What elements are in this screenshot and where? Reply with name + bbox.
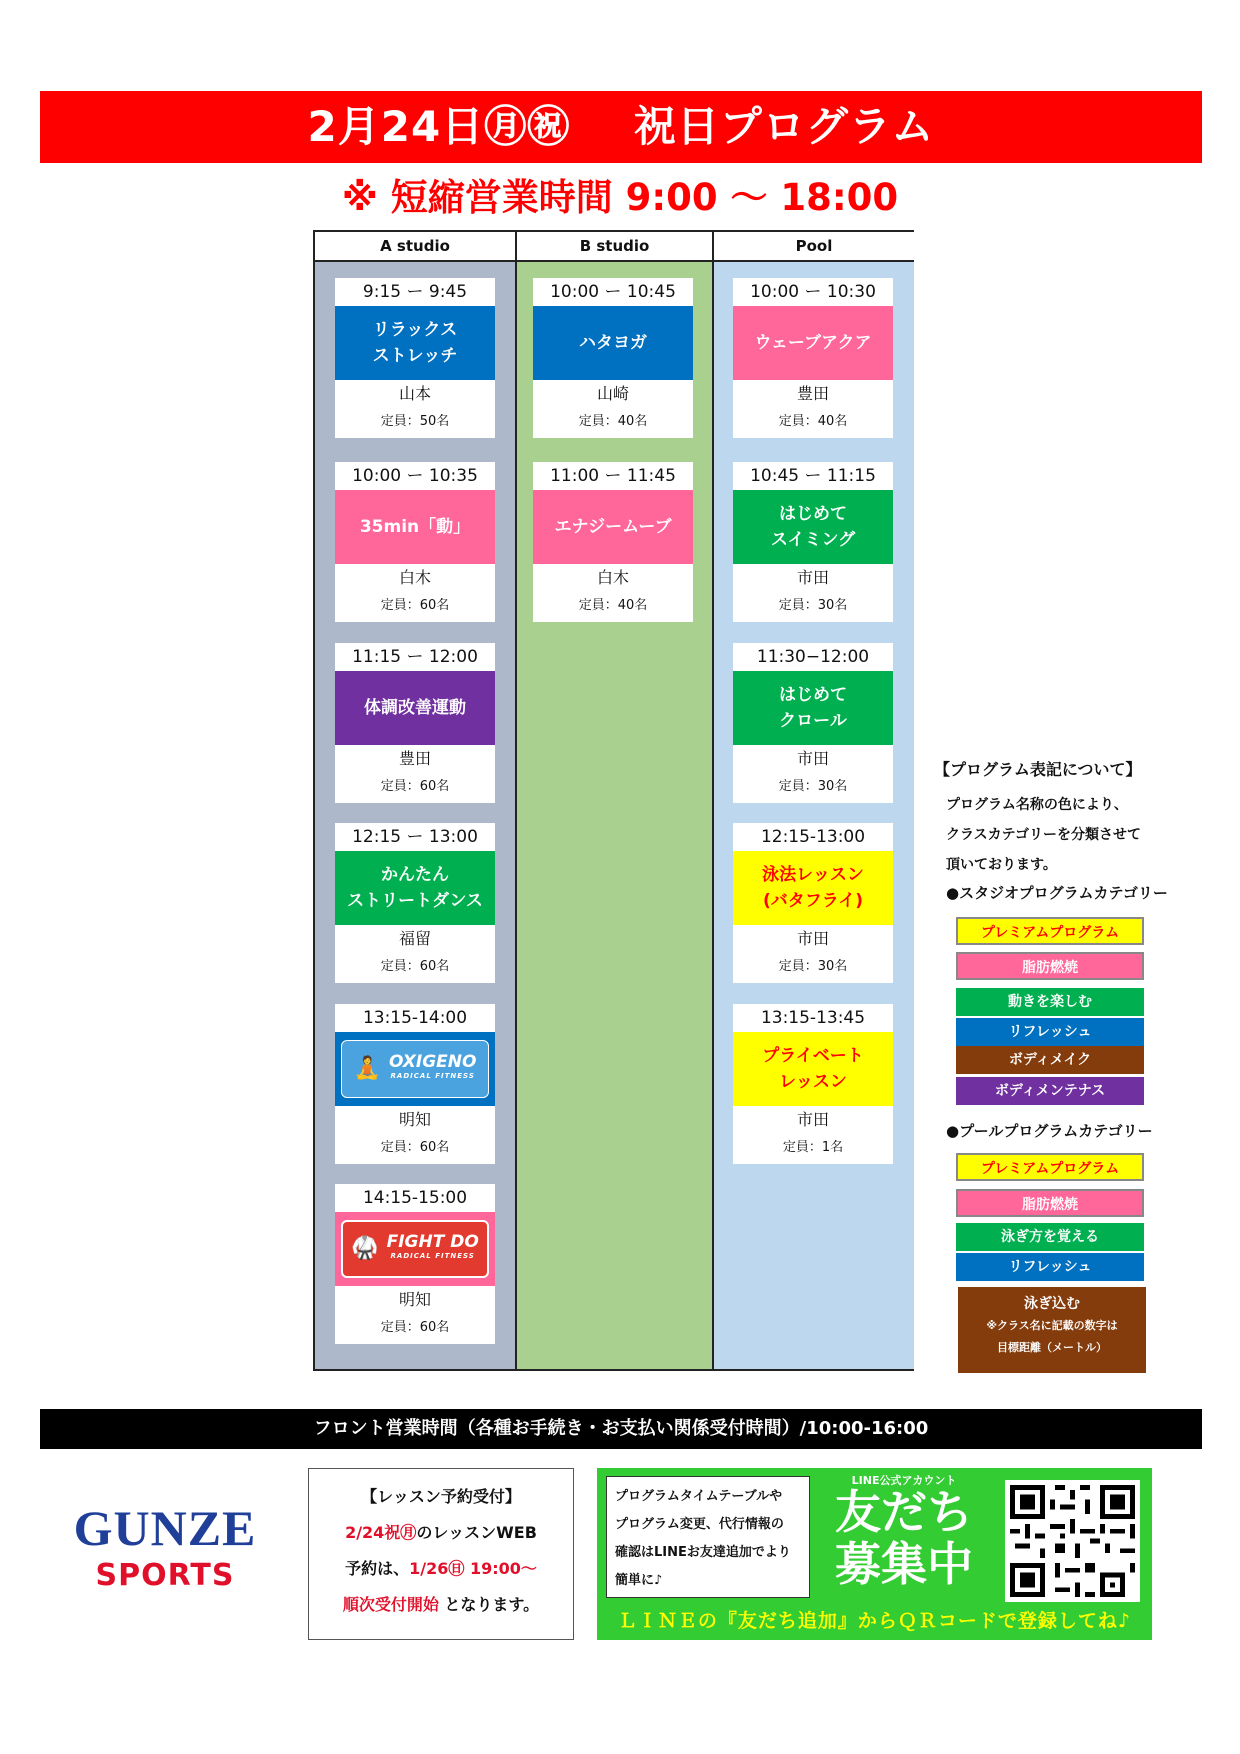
legend-item: リフレッシュ	[956, 1018, 1144, 1046]
class-time: 10:00 ー 10:45	[550, 282, 676, 302]
line-promo-text: プログラムタイムテーブルや プログラム変更、代行情報の 確認はLINEお友達追加でより 簡単に♪	[606, 1476, 810, 1598]
class-card-a	[335, 1004, 495, 1164]
column-header-pool: Pool	[714, 232, 914, 262]
front-desk-hours: フロント営業時間（各種お手続き・お支払い関係受付時間）/10:00-16:00	[40, 1409, 1202, 1449]
legend-item: 動きを楽しむ	[956, 988, 1144, 1016]
column-header-a: A studio	[315, 232, 515, 262]
class-program: かんたん ストリートダンス	[335, 851, 495, 925]
class-instructor: 明知	[398, 1290, 431, 1309]
class-program: プライベート レッスン	[733, 1032, 893, 1106]
class-time: 13:15-14:00	[362, 1008, 468, 1028]
class-instructor: 市田	[796, 568, 829, 587]
program-logo	[341, 1040, 489, 1098]
class-capacity: 定員：60名	[380, 959, 450, 974]
class-card-b	[533, 278, 693, 438]
program-logo-sub: RADICAL FITNESS	[390, 1252, 475, 1260]
hours-notice: ※ 短縮営業時間 9:00 〜 18:00	[341, 176, 899, 219]
class-card-pool	[733, 643, 893, 803]
column-header-b: B studio	[515, 232, 714, 262]
class-capacity: 定員：30名	[778, 598, 848, 613]
class-time: 11:15 ー 12:00	[352, 647, 478, 667]
class-program: リラックス ストレッチ	[335, 306, 495, 380]
legend-description: プログラム名称の色により、 クラスカテゴリーを分類させて 頂いております。	[946, 797, 1142, 873]
class-capacity: 定員：40名	[578, 598, 648, 613]
legend-item: プレミアムプログラム	[956, 1153, 1144, 1181]
program-logo-main: OXIGENO	[388, 1052, 477, 1072]
class-instructor: 市田	[796, 1110, 829, 1129]
program-logo-sub: RADICAL FITNESS	[390, 1072, 475, 1080]
class-program: エナジームーブ	[533, 490, 693, 564]
legend-item: 脂肪燃焼	[956, 952, 1144, 980]
class-card-a	[335, 643, 495, 803]
class-card-b	[533, 462, 693, 622]
class-time: 10:00 ー 10:30	[750, 282, 876, 302]
class-program-logo	[335, 1032, 495, 1106]
class-card-pool	[733, 278, 893, 438]
logo-sub: SPORTS	[95, 1558, 235, 1593]
class-card-pool	[733, 462, 893, 622]
title-banner	[40, 91, 1202, 163]
class-time: 10:00 ー 10:35	[352, 466, 478, 486]
legend-pool-heading: ●プールプログラムカテゴリー	[946, 1122, 1153, 1140]
line-bottom-text: ＬＩＮＥの『友だち追加』からＱＲコードで登録してね♪	[617, 1610, 1132, 1632]
class-capacity: 定員：50名	[380, 414, 450, 429]
legend-item: リフレッシュ	[956, 1253, 1144, 1281]
class-capacity: 定員：30名	[778, 779, 848, 794]
reservation-line4: となります。	[438, 1595, 540, 1614]
legend-swim-label: 泳ぎ込む	[1024, 1296, 1080, 1312]
class-program: ウェーブアクア	[733, 306, 893, 380]
class-capacity: 定員：60名	[380, 1140, 450, 1155]
class-card-a	[335, 1184, 495, 1344]
timetable	[313, 230, 914, 1371]
class-card-pool	[733, 823, 893, 983]
legend-swim-item	[958, 1287, 1146, 1373]
class-program: ハタヨガ	[533, 306, 693, 380]
line-account-label: LINE公式アカウント	[851, 1474, 957, 1487]
class-instructor: 市田	[796, 929, 829, 948]
class-capacity: 定員：60名	[380, 1320, 450, 1335]
class-instructor: 市田	[796, 749, 829, 768]
qr-code-icon[interactable]	[1005, 1480, 1140, 1602]
class-instructor: 福留	[398, 929, 431, 948]
class-instructor: 明知	[398, 1110, 431, 1129]
legend-item: ボディメイク	[956, 1046, 1144, 1074]
class-card-pool	[733, 1004, 893, 1164]
logo-main: GUNZE	[73, 1500, 257, 1556]
class-instructor: 山崎	[596, 384, 629, 403]
class-time: 12:15 ー 13:00	[352, 827, 478, 847]
class-capacity: 定員：60名	[380, 779, 450, 794]
class-program: 35min「動」	[335, 490, 495, 564]
class-program-logo	[335, 1212, 495, 1286]
legend-item: プレミアムプログラム	[956, 917, 1144, 945]
class-program: 体調改善運動	[335, 671, 495, 745]
class-instructor: 白木	[596, 568, 629, 587]
class-time: 12:15-13:00	[760, 827, 866, 847]
line-headline: 友だち 募集中	[835, 1485, 973, 1591]
class-program: はじめて スイミング	[733, 490, 893, 564]
program-logo	[341, 1220, 489, 1278]
legend-item: ボディメンテナス	[956, 1077, 1144, 1105]
class-capacity: 定員：30名	[778, 959, 848, 974]
class-instructor: 白木	[398, 568, 431, 587]
class-program: 泳法レッスン (バタフライ)	[733, 851, 893, 925]
reservation-date: 2/24祝㊊	[345, 1523, 417, 1542]
class-program: はじめて クロール	[733, 671, 893, 745]
legend-item: 脂肪燃焼	[956, 1189, 1144, 1217]
class-capacity: 定員：40名	[578, 414, 648, 429]
class-capacity: 定員：1名	[782, 1140, 844, 1155]
kick-figure-icon: 🥋	[351, 1236, 379, 1261]
title-text: 祝日プログラム	[633, 102, 935, 151]
legend-item: 泳ぎ方を覚える	[956, 1223, 1144, 1251]
class-time: 11:30−12:00	[756, 647, 870, 667]
class-capacity: 定員：60名	[380, 598, 450, 613]
class-time: 14:15-15:00	[362, 1188, 468, 1208]
reservation-title: 【レッスン予約受付】	[361, 1487, 521, 1506]
reservation-box	[308, 1468, 574, 1640]
class-time: 13:15-13:45	[760, 1008, 866, 1028]
class-instructor: 山本	[398, 384, 431, 403]
class-capacity: 定員：40名	[778, 414, 848, 429]
class-instructor: 豊田	[796, 384, 829, 403]
class-card-a	[335, 823, 495, 983]
class-instructor: 豊田	[398, 749, 431, 768]
legend-swim-note: ※クラス名に記載の数字は	[986, 1319, 1118, 1332]
class-time: 9:15 ー 9:45	[362, 282, 468, 302]
legend-title: 【プログラム表記について】	[934, 760, 1142, 779]
class-time: 10:45 ー 11:15	[750, 466, 876, 486]
reservation-line2: のレッスンWEB	[416, 1523, 537, 1542]
class-card-a	[335, 462, 495, 622]
class-card-a	[335, 278, 495, 438]
program-logo-text	[386, 1232, 479, 1263]
legend-studio-heading: ●スタジオプログラムカテゴリー	[946, 884, 1168, 902]
line-promo	[597, 1468, 1152, 1640]
reservation-sequential: 順次受付開始	[342, 1595, 439, 1614]
program-logo-main: FIGHT DO	[386, 1232, 479, 1252]
meditation-figure-icon: 🧘	[353, 1056, 381, 1081]
program-logo-text	[388, 1052, 477, 1083]
title-date: 2月24日㊊㊗	[307, 102, 571, 151]
legend-swim-note2: 目標距離（メートル）	[997, 1341, 1107, 1354]
reservation-line3: 予約は、	[345, 1559, 410, 1578]
reservation-start: 1/26㊐ 19:00〜	[409, 1559, 537, 1578]
class-time: 11:00 ー 11:45	[550, 466, 676, 486]
gunze-logo	[50, 1500, 280, 1596]
